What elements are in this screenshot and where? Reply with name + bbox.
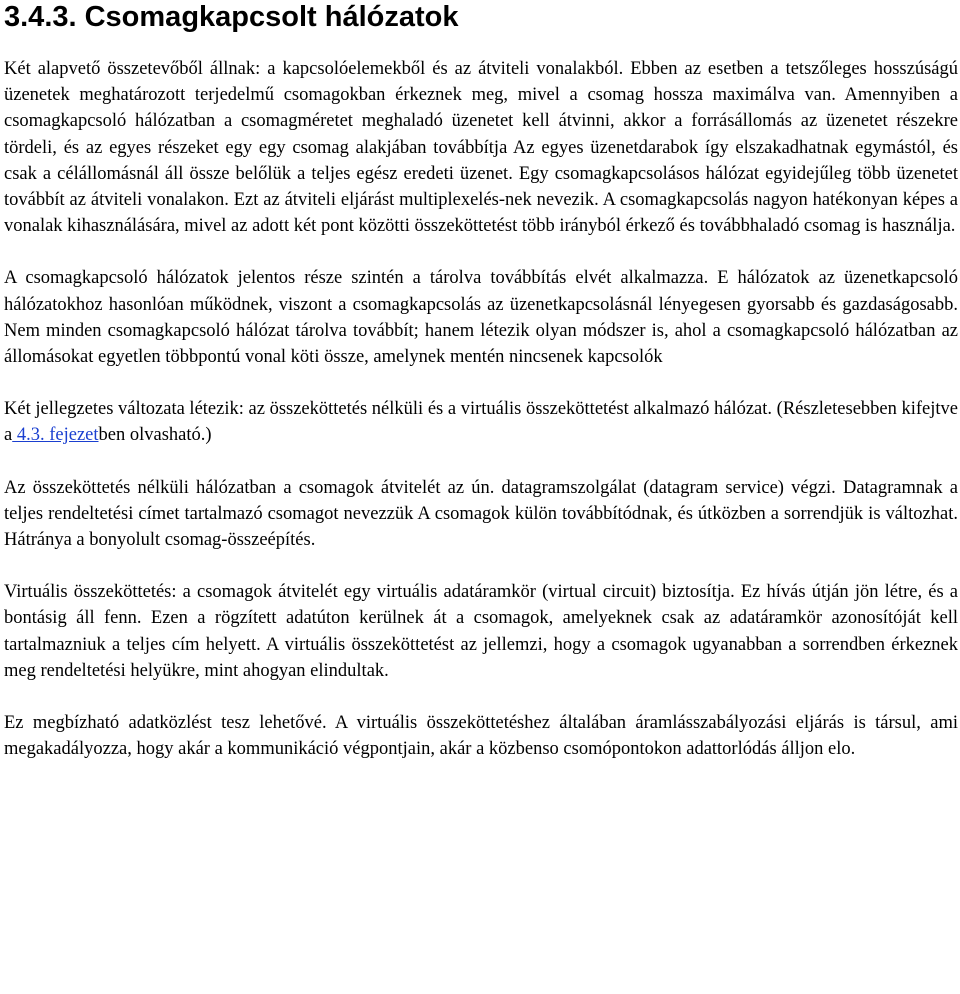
paragraph-store-and-forward: A csomagkapcsoló hálózatok jelentos része szintén a tárolva továbbítás elvét alkalmazza. E hálózatok az üzenetkapcsoló hálózatokhoz hasonlóan működnek, viszont a csomagkapcsolás az üzenetkapcsolásnál lényegesen gyorsabb és gazdaságosabb. Nem minden csomagkapcsoló hálózat tárolva továbbít; hanem létezik olyan módszer is, ahol a csomagkapcsoló hálózatban az állomásokat egyetlen többpontú vonal köti össze, amelynek mentén nincsenek kapcsolók	[4, 268, 958, 368]
variants-text-end: ben olvasható.)	[98, 425, 212, 446]
paragraph-virtual-circuit: Virtuális összeköttetés: a csomagok átvitelét egy virtuális adatáramkör (virtual circuit) biztosítja. Ez hívás útján jön létre, és a bontásig áll fenn. Ezen a rögzített adatúton kerülnek át a csomagok, amelyeknek csak az adatáramkör azonosítóját kell tartalmazniuk a teljes cím helyett. A virtuális összeköttetést az jellemzi, hogy a csomagok ugyanabban a sorrendben érkeznek meg rendeltetési helyükre, mint ahogyan elindultak.	[4, 582, 958, 681]
paragraph-flow-control: Ez megbízható adatközlést tesz lehetővé. A virtuális összeköttetéshez általában áramlásszabályozási eljárás is társul, ami megakadályozza, hogy akár a kommunikáció végpontjain, akár a közbenso csomópontokon adattorlódás álljon elo.	[4, 713, 958, 760]
section-heading: 3.4.3. Csomagkapcsolt hálózatok	[4, 1, 459, 33]
chapter-link[interactable]: 4.3. fejezet	[12, 425, 99, 446]
paragraph-datagram: Az összeköttetés nélküli hálózatban a csomagok átvitelét az ún. datagramszolgálat (datagram service) végzi. Datagramnak a teljes rendeltetési címet tartalmazó csomagot nevezzük A csomagok külön továbbítódnak, és útközben a sorrendjük is változhat. Hátránya a bonyolult csomag-összeépítés.	[4, 477, 958, 551]
paragraph-packet-switching-intro: Két alapvető összetevőből állnak: a kapcsolóelemekből és az átviteli vonalakból. Ebben az esetben a tetszőleges hosszúságú üzenetek meghatározott terjedelmű csomagokban érkeznek meg, mivel a csomag hossza maximálva van. Amennyiben a csomagkapcsoló hálózatban a csomagméretet meghaladó üzenetet kell átvinni, akkor a forrásállomás az üzenetet részekre tördeli, és az egyes részeket egy egy csomag alakjában továbbítja Az egyes üzenetdarabok így elszakadhatnak egymástól, és csak a célállomásnál áll össze belőlük a teljes egész eredeti üzenet. Egy csomagkapcsolásos hálózat egyidejűleg több üzenetet továbbít az átviteli vonalakon. Ezt az átviteli eljárást multiplexelés-nek nevezik. A csomagkapcsolás nagyon hatékonyan képes a vonalak kihasználására, mivel az adott két pont közötti összeköttetést több irányból érkező és továbbhaladó csomag is használja.	[4, 59, 958, 237]
document-page	[4, 0, 958, 762]
paragraph-variants	[4, 396, 958, 448]
variants-text: Két jellegzetes változata létezik: az összeköttetés nélküli és a virtuális összeköttetést alkalmazó hálózat. (Részletesebben kifejtve a	[4, 399, 958, 446]
